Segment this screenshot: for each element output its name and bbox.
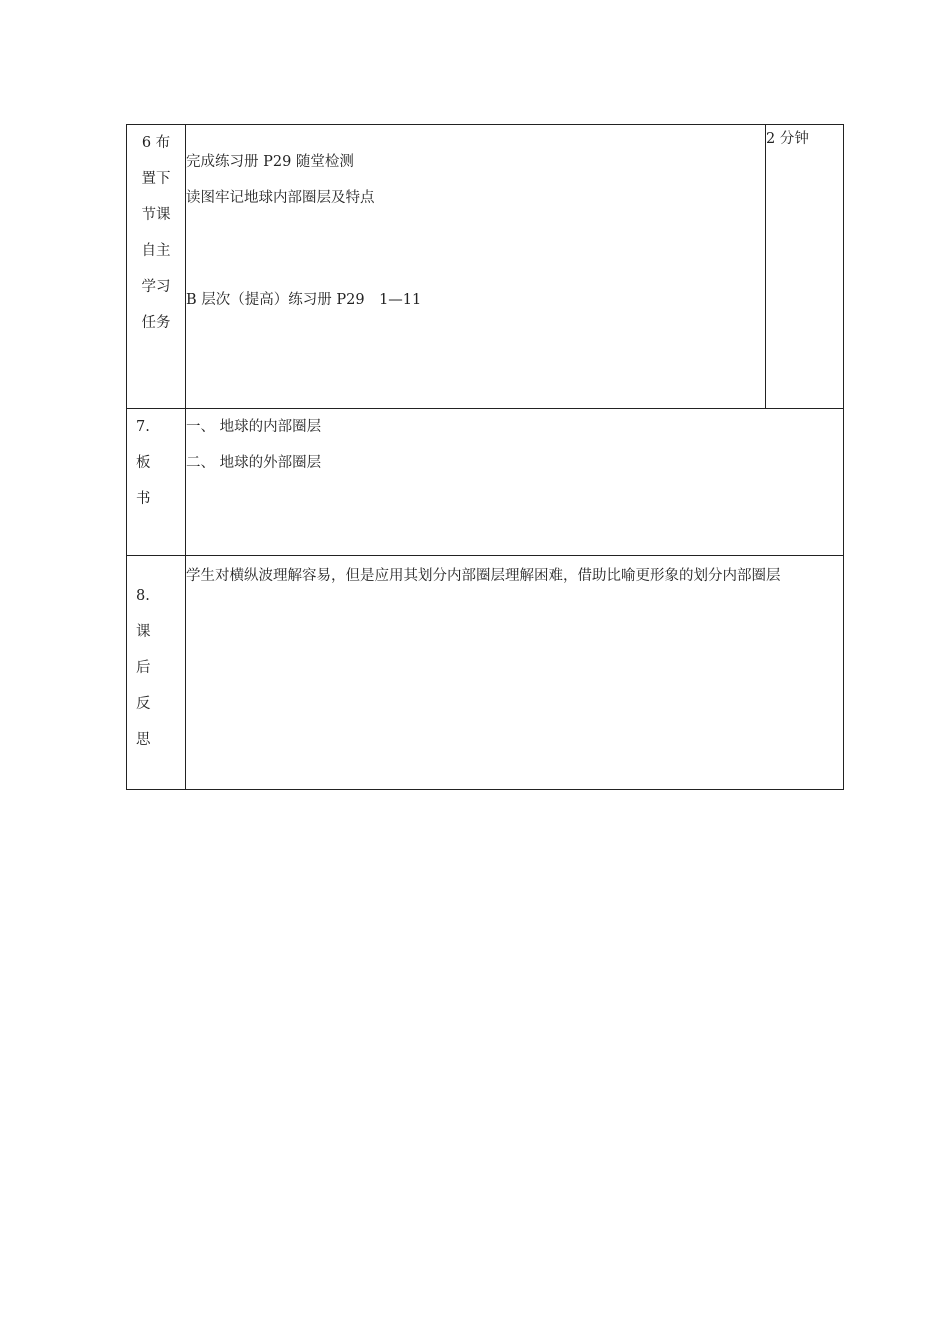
reflection-text: 学生对横纵波理解容易，但是应用其划分内部圈层理解困难，借助比喻更形象的划分内部圈层	[186, 568, 781, 584]
label-line: 6 布	[141, 135, 171, 151]
label-line: 任务	[141, 315, 171, 331]
reflection-content	[186, 556, 844, 790]
row-label-reflection	[127, 556, 186, 790]
row-label-homework	[127, 125, 186, 409]
homework-line: 读图牢记地球内部圈层及特点	[186, 190, 375, 206]
homework-line: B 层次（提高）练习册 P29 1—11	[186, 292, 422, 308]
label-line: 7.	[136, 419, 150, 435]
homework-content	[186, 125, 766, 409]
row-reflection	[127, 556, 844, 790]
label-line: 反	[136, 696, 151, 712]
label-line: 后	[136, 660, 151, 676]
label-line: 学习	[141, 279, 171, 295]
label-line: 书	[136, 491, 151, 507]
label-line: 节课	[141, 207, 171, 223]
label-line: 课	[136, 624, 151, 640]
label-line: 8.	[136, 588, 150, 604]
homework-line: 完成练习册 P29 随堂检测	[186, 154, 354, 170]
blackboard-content	[186, 409, 844, 556]
blackboard-line: 一、 地球的内部圈层	[186, 419, 322, 435]
time-cell: 2 分钟	[766, 125, 844, 409]
label-line: 思	[136, 732, 151, 748]
lesson-plan-table	[126, 124, 844, 790]
row-homework	[127, 125, 844, 409]
row-label-blackboard	[127, 409, 186, 556]
label-line: 置下	[141, 171, 171, 187]
blackboard-line: 二、 地球的外部圈层	[186, 455, 322, 471]
label-line: 自主	[141, 243, 171, 259]
row-blackboard	[127, 409, 844, 556]
label-line: 板	[136, 455, 151, 471]
